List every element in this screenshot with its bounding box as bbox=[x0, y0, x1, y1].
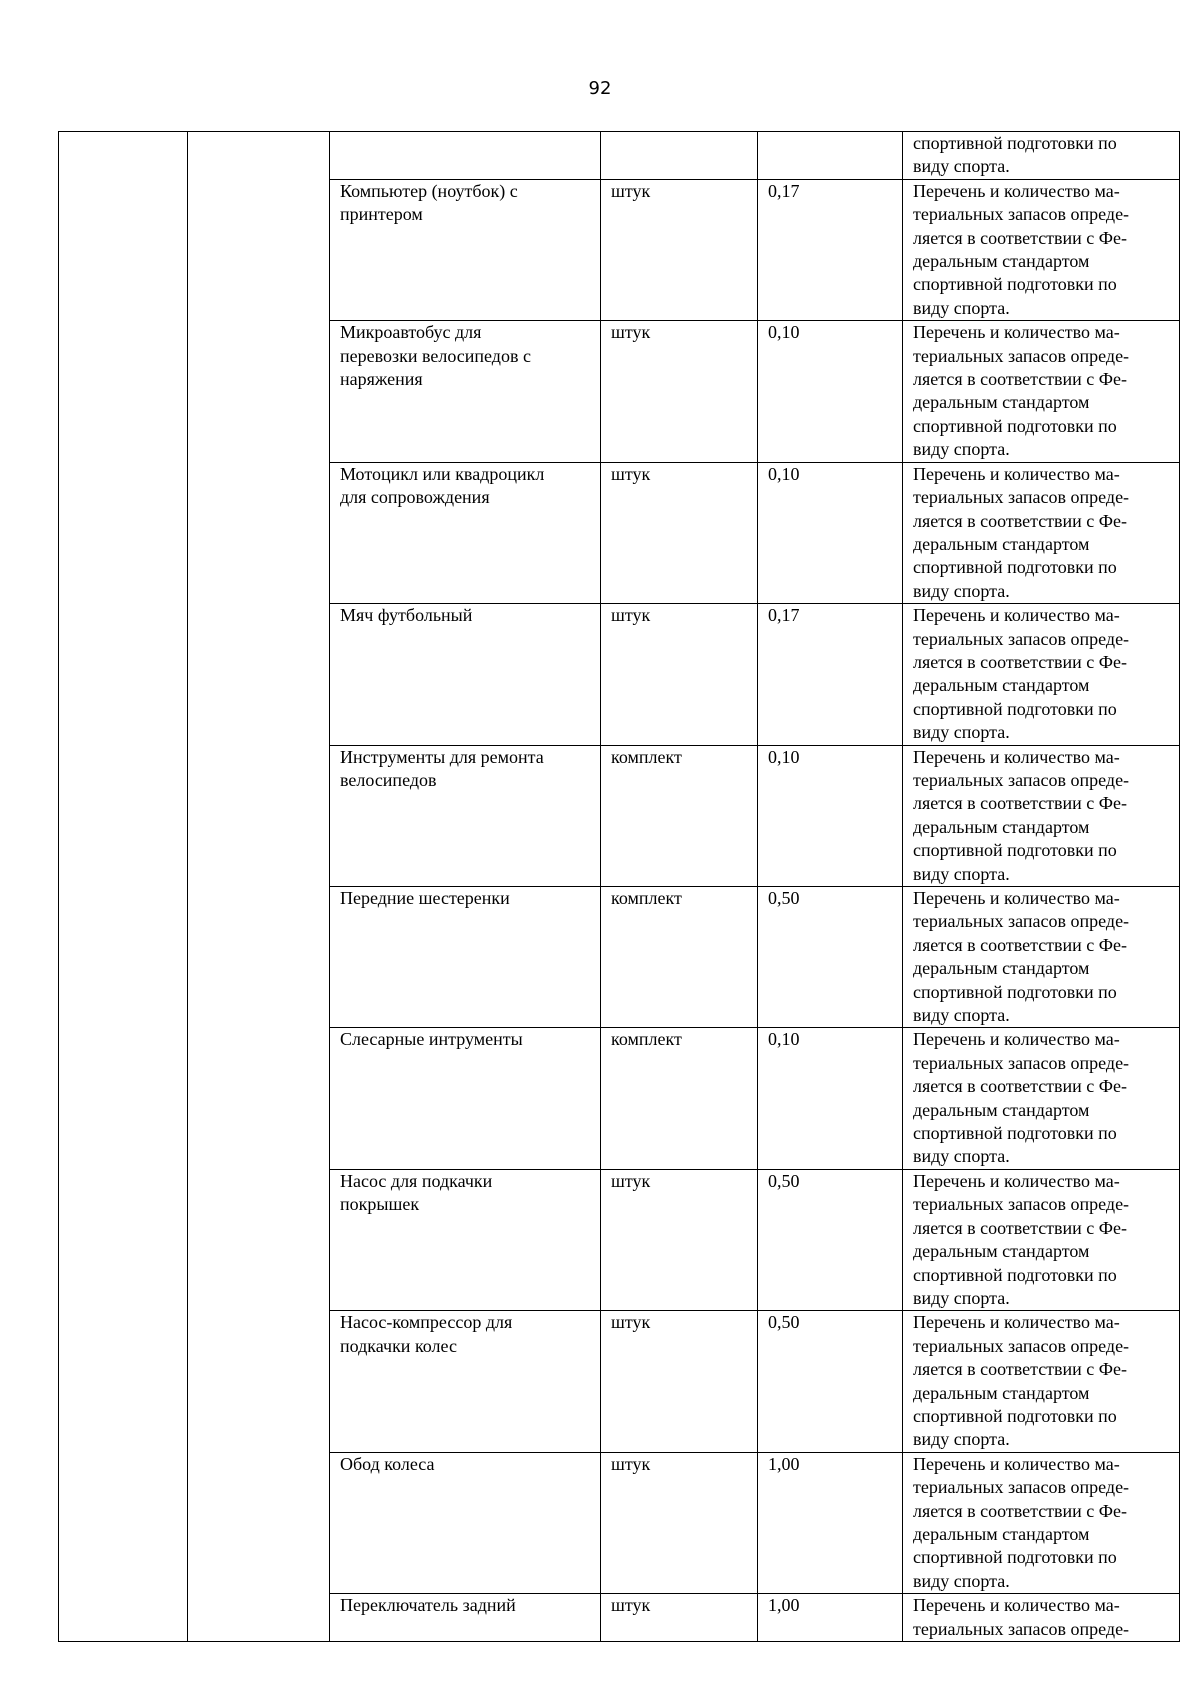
unit-cell: штук bbox=[601, 1311, 758, 1452]
note-cell bbox=[903, 1028, 1180, 1169]
note-line: ляется в соответствии с Фе- bbox=[913, 1217, 1128, 1238]
note-line: териальных запасов опреде- bbox=[913, 204, 1130, 225]
note-cell bbox=[903, 321, 1180, 462]
note-line: спортивной подготовки по bbox=[913, 840, 1117, 861]
note-cell bbox=[903, 179, 1180, 320]
merged-cell-col1 bbox=[59, 132, 188, 1642]
note-line: Перечень и количество ма- bbox=[913, 746, 1120, 767]
note-line: ляется в соответствии с Фе- bbox=[913, 1500, 1128, 1521]
note-cell bbox=[903, 132, 1180, 180]
unit-cell: штук bbox=[601, 179, 758, 320]
note-line: виду спорта. bbox=[913, 863, 1010, 884]
item-name-line: Инструменты для ремонта bbox=[340, 746, 544, 767]
note-line: Перечень и количество ма- bbox=[913, 180, 1120, 201]
note-line: спортивной подготовки по bbox=[913, 133, 1117, 153]
item-name-line: велосипедов bbox=[340, 769, 437, 790]
note-line: деральным стандартом bbox=[913, 958, 1090, 979]
note-line: ляется в соответствии с Фе- bbox=[913, 369, 1128, 390]
note-line: виду спорта. bbox=[913, 156, 1010, 177]
item-name-line: Переключатель задний bbox=[340, 1595, 516, 1616]
item-name-cell bbox=[330, 1028, 601, 1169]
note-line: деральным стандартом bbox=[913, 1241, 1090, 1262]
note-line: Перечень и количество ма- bbox=[913, 1029, 1120, 1050]
note-line: деральным стандартом bbox=[913, 1099, 1090, 1120]
note-line: ляется в соответствии с Фе- bbox=[913, 1359, 1128, 1380]
quantity-cell bbox=[758, 132, 903, 180]
note-line: Перечень и количество ма- bbox=[913, 1453, 1120, 1474]
unit-cell: штук bbox=[601, 1452, 758, 1593]
item-name-line: наряжения bbox=[340, 369, 423, 390]
quantity-cell: 0,10 bbox=[758, 321, 903, 462]
note-line: ляется в соответствии с Фе- bbox=[913, 793, 1128, 814]
page-number: 92 bbox=[588, 78, 612, 99]
note-line: териальных запасов опреде- bbox=[913, 769, 1130, 790]
note-line: Перечень и количество ма- bbox=[913, 1595, 1120, 1616]
note-line: спортивной подготовки по bbox=[913, 415, 1117, 436]
note-line: териальных запасов опреде- bbox=[913, 345, 1130, 366]
note-line: Перечень и количество ма- bbox=[913, 463, 1120, 484]
item-name-cell bbox=[330, 462, 601, 603]
note-line: спортивной подготовки по bbox=[913, 1123, 1117, 1144]
item-name-cell bbox=[330, 1311, 601, 1452]
item-name-cell bbox=[330, 132, 601, 180]
item-name-line: подкачки колес bbox=[340, 1335, 457, 1356]
note-cell bbox=[903, 887, 1180, 1028]
item-name-line: Насос для подкачки bbox=[340, 1170, 493, 1191]
note-line: териальных запасов опреде- bbox=[913, 911, 1130, 932]
note-line: ляется в соответствии с Фе- bbox=[913, 651, 1128, 672]
item-name-cell bbox=[330, 604, 601, 745]
item-name-cell bbox=[330, 321, 601, 462]
note-line: деральным стандартом bbox=[913, 1382, 1090, 1403]
note-line: деральным стандартом bbox=[913, 533, 1090, 554]
note-line: виду спорта. bbox=[913, 439, 1010, 460]
note-line: виду спорта. bbox=[913, 297, 1010, 318]
note-line: териальных запасов опреде- bbox=[913, 1052, 1130, 1073]
note-line: виду спорта. bbox=[913, 1146, 1010, 1167]
note-line: Перечень и количество ма- bbox=[913, 605, 1120, 626]
note-line: виду спорта. bbox=[913, 580, 1010, 601]
note-line: Перечень и количество ма- bbox=[913, 1312, 1120, 1333]
quantity-cell: 0,17 bbox=[758, 179, 903, 320]
unit-cell: штук bbox=[601, 604, 758, 745]
item-name-line: Обод колеса bbox=[340, 1453, 435, 1474]
note-line: виду спорта. bbox=[913, 1570, 1010, 1591]
note-cell bbox=[903, 745, 1180, 886]
quantity-cell: 1,00 bbox=[758, 1452, 903, 1593]
item-name-line: покрышек bbox=[340, 1194, 420, 1215]
note-line: деральным стандартом bbox=[913, 816, 1090, 837]
note-line: ляется в соответствии с Фе- bbox=[913, 934, 1128, 955]
note-line: спортивной подготовки по bbox=[913, 557, 1117, 578]
item-name-line: Слесарные интрументы bbox=[340, 1029, 523, 1050]
quantity-cell: 0,10 bbox=[758, 1028, 903, 1169]
item-name-line: Мотоцикл или квадроцикл bbox=[340, 463, 545, 484]
note-line: Перечень и количество ма- bbox=[913, 1170, 1120, 1191]
note-line: деральным стандартом bbox=[913, 675, 1090, 696]
note-line: териальных запасов опреде- bbox=[913, 1618, 1130, 1639]
note-cell bbox=[903, 462, 1180, 603]
quantity-cell: 0,10 bbox=[758, 745, 903, 886]
item-name-cell bbox=[330, 745, 601, 886]
note-line: деральным стандартом bbox=[913, 1523, 1090, 1544]
note-cell bbox=[903, 1452, 1180, 1593]
item-name-cell bbox=[330, 1169, 601, 1310]
note-line: виду спорта. bbox=[913, 1005, 1010, 1026]
table-row-continued bbox=[59, 132, 1180, 180]
note-line: спортивной подготовки по bbox=[913, 981, 1117, 1002]
item-name-line: Компьютер (ноутбок) с bbox=[340, 180, 518, 201]
note-line: Перечень и количество ма- bbox=[913, 322, 1120, 343]
note-line: виду спорта. bbox=[913, 722, 1010, 743]
unit-cell: штук bbox=[601, 462, 758, 603]
quantity-cell: 0,17 bbox=[758, 604, 903, 745]
note-line: деральным стандартом bbox=[913, 251, 1090, 272]
note-line: спортивной подготовки по bbox=[913, 1405, 1117, 1426]
table-body bbox=[59, 132, 1180, 1642]
item-name-cell bbox=[330, 1452, 601, 1593]
item-name-line: Микроавтобус для bbox=[340, 322, 482, 343]
item-name-cell bbox=[330, 179, 601, 320]
note-line: териальных запасов опреде- bbox=[913, 628, 1130, 649]
quantity-cell: 0,10 bbox=[758, 462, 903, 603]
note-line: ляется в соответствии с Фе- bbox=[913, 227, 1128, 248]
quantity-cell: 1,00 bbox=[758, 1594, 903, 1642]
note-cell bbox=[903, 1311, 1180, 1452]
unit-cell: комплект bbox=[601, 1028, 758, 1169]
merged-cell-col2 bbox=[188, 132, 330, 1642]
unit-cell bbox=[601, 132, 758, 180]
unit-cell: штук bbox=[601, 321, 758, 462]
item-name-cell bbox=[330, 1594, 601, 1642]
note-cell bbox=[903, 1169, 1180, 1310]
note-line: спортивной подготовки по bbox=[913, 1547, 1117, 1568]
item-name-line: перевозки велосипедов с bbox=[340, 345, 531, 366]
note-line: спортивной подготовки по bbox=[913, 1264, 1117, 1285]
note-cell bbox=[903, 604, 1180, 745]
unit-cell: штук bbox=[601, 1594, 758, 1642]
note-line: виду спорта. bbox=[913, 1429, 1010, 1450]
note-cell bbox=[903, 1594, 1180, 1642]
note-line: спортивной подготовки по bbox=[913, 274, 1117, 295]
note-line: виду спорта. bbox=[913, 1287, 1010, 1308]
item-name-line: принтером bbox=[340, 204, 423, 225]
note-line: териальных запасов опреде- bbox=[913, 1477, 1130, 1498]
item-name-line: Передние шестеренки bbox=[340, 888, 510, 908]
note-line: териальных запасов опреде- bbox=[913, 487, 1130, 508]
item-name-line: Насос-компрессор для bbox=[340, 1312, 513, 1333]
note-line: териальных запасов опреде- bbox=[913, 1335, 1130, 1356]
unit-cell: комплект bbox=[601, 887, 758, 1028]
note-line: деральным стандартом bbox=[913, 392, 1090, 413]
item-name-line: Мяч футбольный bbox=[340, 605, 473, 626]
quantity-cell: 0,50 bbox=[758, 1311, 903, 1452]
note-line: териальных запасов опреде- bbox=[913, 1194, 1130, 1215]
unit-cell: комплект bbox=[601, 745, 758, 886]
quantity-cell: 0,50 bbox=[758, 887, 903, 1028]
note-line: ляется в соответствии с Фе- bbox=[913, 510, 1128, 531]
note-line: Перечень и количество ма- bbox=[913, 888, 1120, 908]
quantity-cell: 0,50 bbox=[758, 1169, 903, 1310]
note-line: ляется в соответствии с Фе- bbox=[913, 1076, 1128, 1097]
item-name-line: для сопровождения bbox=[340, 487, 490, 508]
item-name-cell bbox=[330, 887, 601, 1028]
unit-cell: штук bbox=[601, 1169, 758, 1310]
equipment-table bbox=[58, 131, 1180, 1642]
note-line: спортивной подготовки по bbox=[913, 698, 1117, 719]
